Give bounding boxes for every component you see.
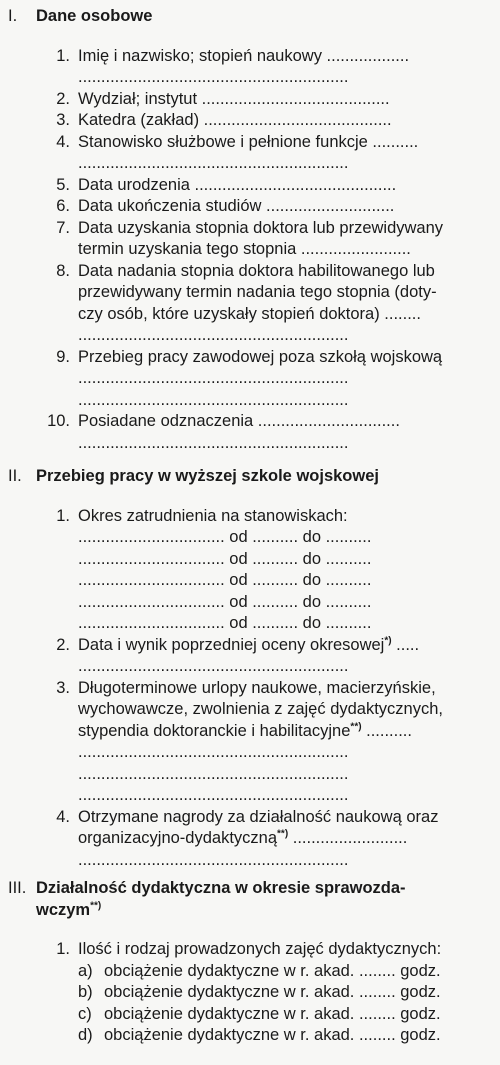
- section-title: Dane osobowe: [36, 7, 153, 25]
- item-number: [46, 742, 70, 764]
- form-item: [46, 46, 482, 68]
- item-number: 10.: [47, 412, 70, 430]
- item-text: ...........................................................: [78, 390, 349, 409]
- subitem-letter: a): [78, 961, 93, 980]
- form-item-continuation: [46, 592, 482, 614]
- form-item-continuation: [46, 570, 482, 592]
- form-subitem: [78, 1004, 482, 1026]
- form-item: [46, 132, 482, 154]
- form-item-continuation: [46, 304, 482, 326]
- item-number: [46, 656, 70, 678]
- footnote-marker: **): [277, 828, 289, 840]
- form-item-continuation: [46, 549, 482, 571]
- section-number: I.: [8, 7, 18, 25]
- item-number: 7.: [56, 218, 70, 237]
- subitem-text: obciążenie dydaktyczne w r. akad. ........ godz.: [104, 961, 441, 980]
- form-item-continuation: [46, 325, 482, 347]
- item-number: 1.: [56, 506, 70, 525]
- item-text: ................................ od .......... do ..........: [78, 592, 372, 611]
- item-text: Ilość i rodzaj prowadzonych zajęć dydaktycznych:: [78, 940, 442, 958]
- form-item-continuation: [46, 764, 482, 786]
- item-number: [46, 527, 70, 549]
- footnote-marker: **): [350, 721, 362, 732]
- item-text: ...........................................................: [78, 764, 349, 783]
- item-text: stypendia doktoranckie i habilitacyjne**) ..........: [78, 721, 412, 740]
- item-text: Posiadane odznaczenia ...............................: [78, 412, 400, 430]
- item-number: [46, 850, 70, 872]
- form-item-continuation: [46, 239, 482, 261]
- item-number: 2.: [56, 635, 70, 654]
- item-number: 8.: [56, 261, 70, 280]
- item-text: Długoterminowe urlopy naukowe, macierzyńskie,: [78, 678, 436, 697]
- form-subitem: [78, 1025, 482, 1047]
- item-text: ................................ od .......... do ..........: [78, 528, 372, 546]
- footnote-marker: *): [384, 635, 392, 646]
- item-number: [46, 153, 70, 175]
- form-item: [46, 635, 482, 657]
- item-number: 2.: [56, 89, 70, 108]
- form-item: [46, 347, 482, 369]
- item-number: [46, 613, 70, 635]
- item-number: [46, 304, 70, 326]
- subitem-letter: b): [78, 983, 93, 1001]
- form-item-continuation: [46, 721, 482, 743]
- item-text: ................................ od .......... do ..........: [78, 571, 372, 589]
- item-text: ................................ od .......... do ..........: [78, 549, 372, 568]
- form-item: [46, 807, 482, 829]
- item-text: czy osób, które uzyskały stopień doktora) ........: [78, 304, 421, 323]
- form-item-continuation: [46, 368, 482, 390]
- form-item-continuation: [46, 433, 482, 455]
- form-item: [46, 411, 482, 433]
- item-number: 9.: [56, 347, 70, 366]
- subitem-text: obciążenie dydaktyczne w r. akad. ........ godz.: [104, 1004, 441, 1023]
- form-item: [46, 175, 482, 197]
- item-number: 3.: [56, 678, 70, 697]
- item-number: [46, 390, 70, 412]
- form-item-continuation: [46, 67, 482, 89]
- form-item: [46, 110, 482, 132]
- form-item-continuation: [46, 785, 482, 807]
- item-number: [46, 592, 70, 614]
- item-text: Imię i nazwisko; stopień naukowy ..................: [78, 46, 410, 65]
- item-text: Data urodzenia ............................................: [78, 175, 397, 194]
- item-number: [46, 785, 70, 807]
- form-item: [46, 196, 482, 218]
- form-item-continuation: [46, 613, 482, 635]
- item-number: [46, 368, 70, 390]
- item-text: Okres zatrudnienia na stanowiskach:: [78, 506, 348, 525]
- item-text: termin uzyskania tego stopnia ........................: [78, 240, 411, 258]
- section-title: [36, 878, 406, 921]
- subitem-letter: c): [78, 1004, 92, 1023]
- item-number: 1.: [56, 940, 70, 958]
- form-item: [46, 218, 482, 240]
- form-item-continuation: [46, 390, 482, 412]
- item-text: Przebieg pracy zawodowej poza szkołą wojskową: [78, 347, 443, 366]
- item-text: ...........................................................: [78, 433, 349, 452]
- form-item-continuation: [46, 742, 482, 764]
- item-number: 3.: [56, 111, 70, 129]
- form-subitem: [78, 982, 482, 1004]
- item-number: 4.: [56, 807, 70, 826]
- item-text: ................................ od .......... do ..........: [78, 614, 372, 632]
- item-number: [46, 699, 70, 721]
- item-text: Wydział; instytut .........................................: [78, 89, 390, 108]
- item-text: ...........................................................: [78, 326, 349, 344]
- item-number: 1.: [56, 46, 70, 65]
- item-text: Data uzyskania stopnia doktora lub przewidywany: [78, 218, 444, 237]
- item-text: ...........................................................: [78, 657, 349, 675]
- form-subitem: [78, 961, 482, 983]
- form-item-continuation: [46, 282, 482, 304]
- form-item: [46, 261, 482, 283]
- section-title: Przebieg pracy w wyższej szkole wojskowej: [36, 467, 379, 485]
- item-number: [46, 828, 70, 850]
- subitem-text: obciążenie dydaktyczne w r. akad. ........ godz.: [104, 1026, 441, 1044]
- form-item: [46, 506, 482, 528]
- form-item: [46, 678, 482, 700]
- item-text: Data i wynik poprzedniej oceny okresowej*) .....: [78, 635, 420, 654]
- item-text: Katedra (zakład) .........................................: [78, 111, 392, 129]
- section-items: [46, 46, 482, 455]
- section-title-line2: wczym: [36, 900, 91, 919]
- form-item-continuation: [46, 527, 482, 549]
- item-text: wychowawcze, zwolnienia z zajęć dydaktycznych,: [78, 700, 443, 718]
- item-text: ...........................................................: [78, 68, 349, 86]
- item-number: [46, 764, 70, 786]
- section-heading: [8, 878, 482, 921]
- item-text: ...........................................................: [78, 786, 349, 804]
- item-number: 4.: [56, 132, 70, 151]
- form-item-continuation: [46, 828, 482, 850]
- section-number: III.: [8, 879, 27, 897]
- item-number: [46, 67, 70, 89]
- item-text: ...........................................................: [78, 369, 349, 387]
- section-title-line1: Działalność dydaktyczna w okresie sprawozda-: [36, 879, 406, 897]
- item-text: przewidywany termin nadania tego stopnia (doty-: [78, 283, 437, 301]
- item-text: organizacyjno-dydaktyczną**) .........................: [78, 828, 408, 847]
- section-items: [46, 506, 482, 872]
- item-text: ...........................................................: [78, 743, 349, 761]
- item-text: Stanowisko służbowe i pełnione funkcje ..........: [78, 132, 419, 151]
- item-text: Data nadania stopnia doktora habilitowanego lub: [78, 261, 435, 280]
- item-number: 6.: [56, 197, 70, 215]
- subitem-text: obciążenie dydaktyczne w r. akad. ........ godz.: [104, 983, 441, 1001]
- item-text: ...........................................................: [78, 154, 349, 172]
- form-item: [46, 89, 482, 111]
- item-text: ...........................................................: [78, 850, 349, 869]
- form-item-continuation: [46, 656, 482, 678]
- section-heading: [8, 6, 482, 28]
- form-item-continuation: [46, 699, 482, 721]
- item-number: [46, 433, 70, 455]
- footnote-marker: **): [90, 900, 102, 911]
- item-number: [46, 721, 70, 743]
- section-teaching: [8, 878, 482, 1047]
- form-item: [46, 939, 482, 961]
- item-number: [46, 570, 70, 592]
- form-item-continuation: [46, 153, 482, 175]
- item-number: 5.: [56, 175, 70, 194]
- section-work-history: [8, 466, 482, 871]
- item-number: [46, 549, 70, 571]
- item-number: [46, 325, 70, 347]
- item-text: Data ukończenia studiów ............................: [78, 197, 395, 215]
- section-items: [46, 939, 482, 1047]
- form-item-continuation: [46, 850, 482, 872]
- item-number: [46, 282, 70, 304]
- item-text: Otrzymane nagrody za działalność naukową oraz: [78, 807, 439, 826]
- item-number: [46, 239, 70, 261]
- section-personal-data: [8, 6, 482, 454]
- section-number: II.: [8, 467, 22, 485]
- section-heading: [8, 466, 482, 488]
- subitem-letter: d): [78, 1026, 93, 1044]
